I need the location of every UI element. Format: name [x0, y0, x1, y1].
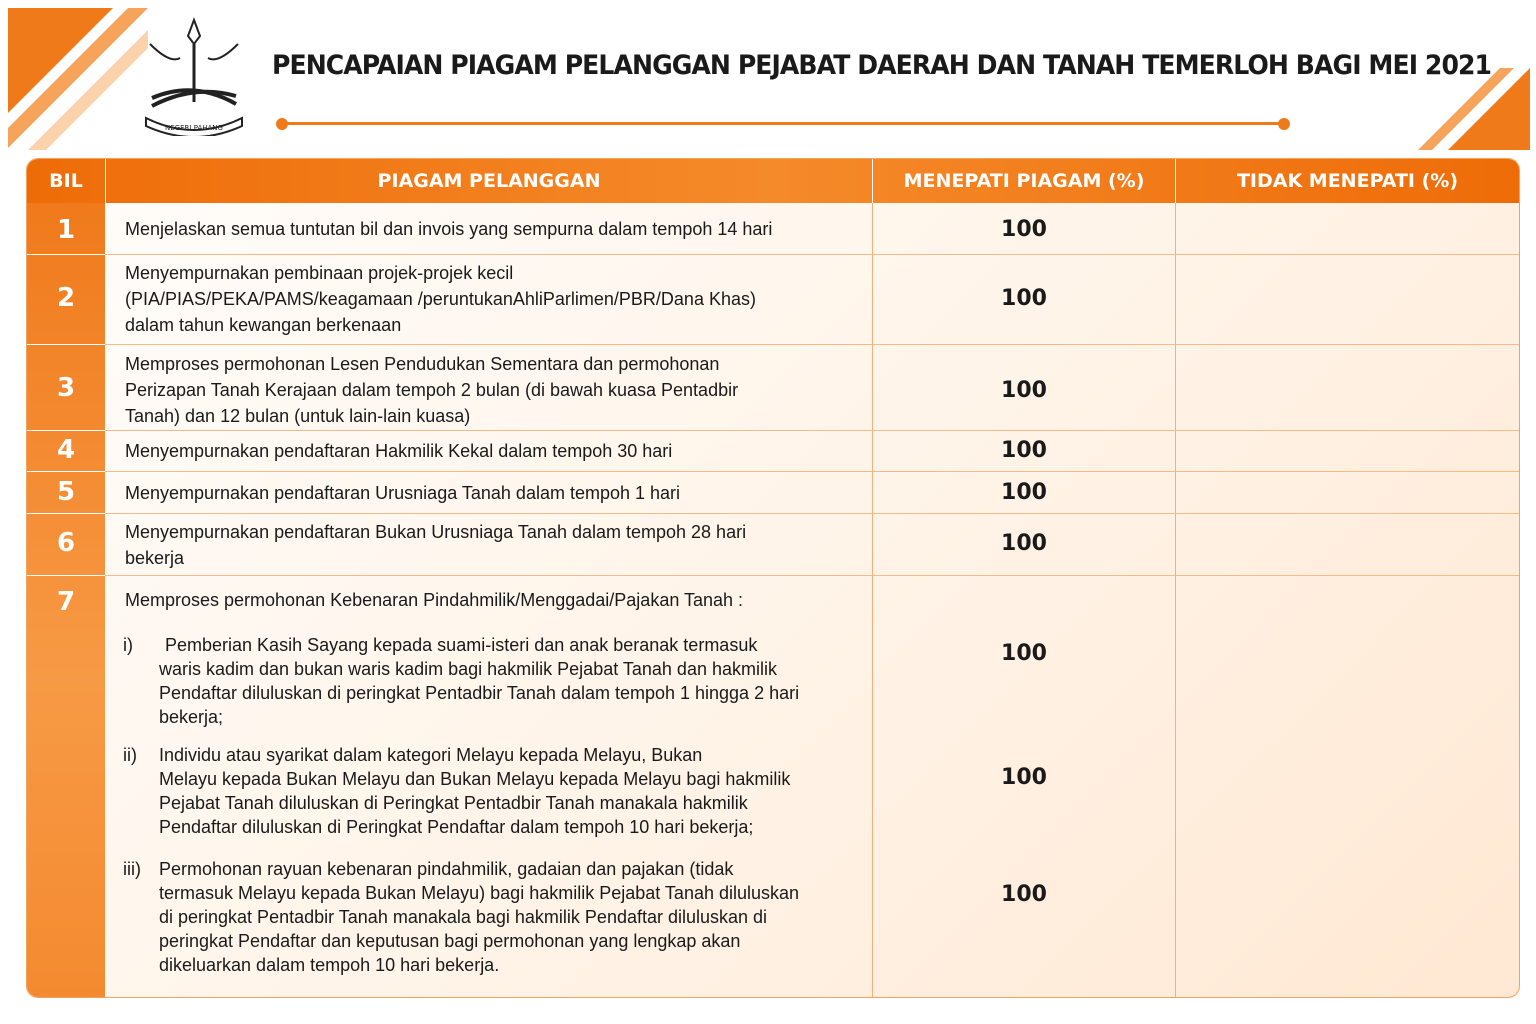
charter-text: Memproses permohonan Lesen Pendudukan Sementara dan permohonan Perizapan Tanah Kerajaan dalam tempoh 2 bulan (di bawah kuasa Pentadbir Tanah) dan 12 bulan (untuk lain-lain kuasa) — [125, 354, 739, 426]
row-number: 2 — [56, 283, 76, 313]
row-divider — [27, 344, 1519, 345]
column-header-bil: BIL — [49, 170, 83, 192]
underline-dot-left — [276, 118, 288, 130]
corner-decoration-left — [8, 8, 148, 150]
header-divider — [872, 159, 873, 203]
charter-text: Menyempurnakan pendaftaran Urusniaga Tanah dalam tempoh 1 hari — [125, 483, 681, 503]
menepati-value: 100 — [1001, 378, 1047, 403]
charter-text: Memproses permohonan Kebenaran Pindahmilik/Menggadai/Pajakan Tanah : — [125, 590, 744, 610]
menepati-value: 100 — [1001, 882, 1047, 907]
row-number: 3 — [56, 373, 76, 403]
page-title: PENCAPAIAN PIAGAM PELANGGAN PEJABAT DAERAH DAN TANAH TEMERLOH BAGI MEI 2021 — [272, 50, 1492, 81]
charter-text: Menyempurnakan pendaftaran Hakmilik Kekal dalam tempoh 30 hari — [125, 441, 673, 461]
subitem-text: Pemberian Kasih Sayang kepada suami-isteri dan anak beranak termasuk waris kadim dan bukan waris kadim bagi hakmilik Pejabat Tanah dan hakmilik Pendaftar diluluskan di peringkat Pentadbir Tanah dalam tempoh 1 hingga 2 hari bekerja; — [159, 635, 800, 727]
column-header-piagam: PIAGAM PELANGGAN — [377, 170, 601, 192]
menepati-value: 100 — [1001, 438, 1047, 463]
negeri-pahang-crest-logo — [140, 14, 248, 136]
title-underline — [280, 122, 1285, 125]
customer-charter-table — [26, 158, 1520, 998]
underline-dot-right — [1278, 118, 1290, 130]
row-divider — [27, 575, 1519, 576]
subitem-text: Permohonan rayuan kebenaran pindahmilik, gadaian dan pajakan (tidak termasuk Melayu kepada Bukan Melayu) bagi hakmilik Pejabat Tanah diluluskan di peringkat Pentadbir Tanah manakala bagi hakmilik Pendaftar diluluskan di peringkat Pendaftar dan keputusan bagi permohonan yang lengkap akan dikeluarkan dalam tempoh 10 hari bekerja. — [159, 859, 800, 975]
row-number: 4 — [56, 435, 76, 465]
subitem-text: Individu atau syarikat dalam kategori Melayu kepada Melayu, Bukan Melayu kepada Bukan Melayu dan Bukan Melayu kepada Melayu bagi hakmilik Pejabat Tanah diluluskan di Peringkat Pentadbir Tanah manakala hakmilik Pendaftar diluluskan di Peringkat Pendaftar dalam tempoh 10 hari bekerja; — [159, 745, 791, 837]
row-divider — [27, 254, 1519, 255]
menepati-value: 100 — [1001, 641, 1047, 666]
menepati-value: 100 — [1001, 531, 1047, 556]
menepati-value: 100 — [1001, 480, 1047, 505]
subitem-marker: ii) — [123, 745, 137, 765]
charter-text: Menyempurnakan pendaftaran Bukan Urusniaga Tanah dalam tempoh 28 hari bekerja — [125, 522, 747, 568]
subitem-marker: iii) — [123, 859, 141, 879]
menepati-value: 100 — [1001, 765, 1047, 790]
row-number: 7 — [56, 587, 76, 617]
column-divider — [872, 203, 873, 997]
row-number: 1 — [56, 215, 76, 245]
row-number: 6 — [56, 528, 76, 558]
header-divider — [105, 159, 106, 203]
row-divider — [27, 430, 1519, 431]
column-divider — [1175, 203, 1176, 997]
charter-text: Menjelaskan semua tuntutan bil dan invois yang sempurna dalam tempoh 14 hari — [125, 219, 773, 239]
row-divider — [27, 513, 1519, 514]
column-header-menepati: MENEPATI PIAGAM (%) — [903, 170, 1145, 192]
subitem-marker: i) — [123, 635, 133, 655]
menepati-value: 100 — [1001, 286, 1047, 311]
crest-text: NEGERI PAHANG — [165, 124, 223, 132]
row-divider — [27, 471, 1519, 472]
row-number: 5 — [56, 477, 76, 507]
menepati-value: 100 — [1001, 217, 1047, 242]
charter-text: Menyempurnakan pembinaan projek-projek kecil (PIA/PIAS/PEKA/PAMS/keagamaan /peruntukanAhliParlimen/PBR/Dana Khas) dalam tahun kewangan berkenaan — [125, 263, 756, 335]
header-divider — [1175, 159, 1176, 203]
column-header-tidak-menepati: TIDAK MENEPATI (%) — [1236, 170, 1459, 192]
